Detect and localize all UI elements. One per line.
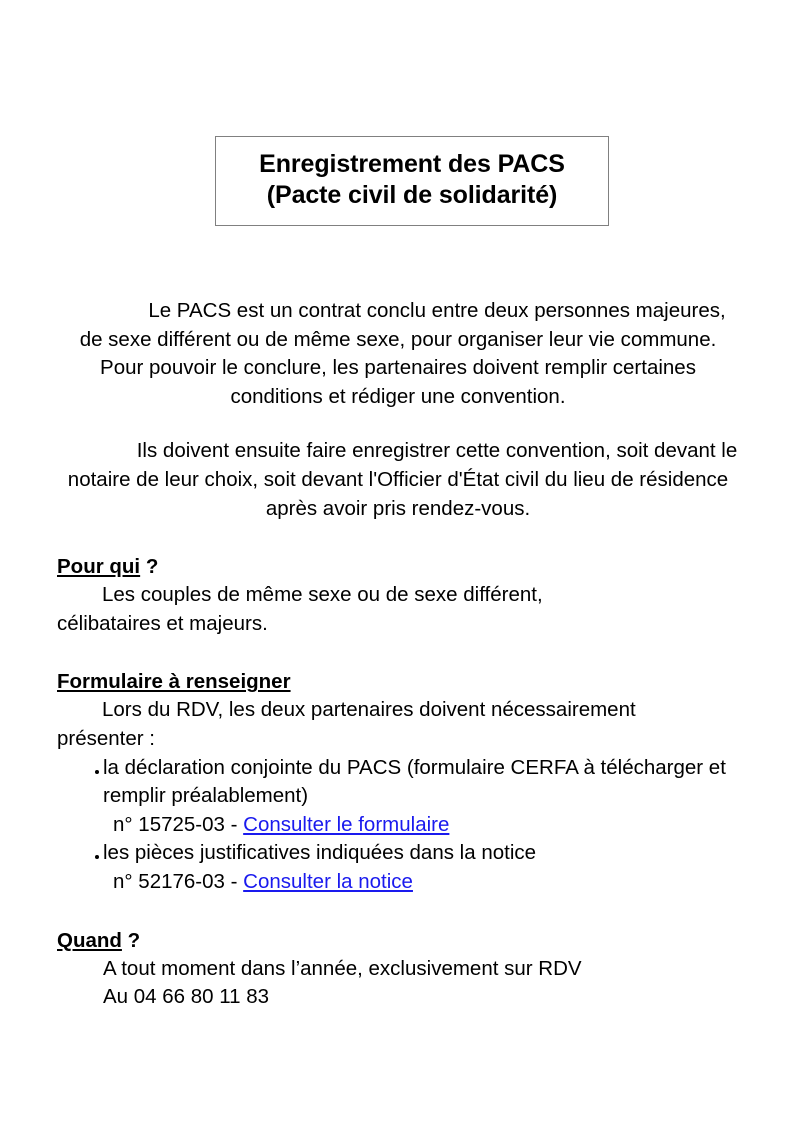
bullet-1-reference-line	[103, 811, 739, 840]
link-consulter-le-formulaire[interactable]: Consulter le formulaire	[243, 812, 450, 836]
link-consulter-la-notice[interactable]: Consulter la notice	[243, 869, 413, 893]
section-heading-formulaire-underlined: Formulaire à renseigner	[57, 670, 291, 694]
formulaire-bullet-list	[57, 754, 739, 897]
formulaire-line-2: présenter :	[57, 726, 155, 750]
formulaire-line-1	[57, 696, 739, 725]
section-pour-qui	[57, 553, 739, 638]
list-item	[57, 754, 739, 840]
section-formulaire	[57, 668, 739, 896]
section-heading-pour-qui-suffix: ?	[140, 555, 159, 579]
pour-qui-line-1-text: Les couples de même sexe ou de sexe différent,	[102, 583, 543, 607]
section-heading-quand-underlined: Quand	[57, 928, 122, 952]
bullet-2-text: les pièces justificatives indiquées dans la notice	[103, 841, 537, 865]
formulaire-line-1-text: Lors du RDV, les deux partenaires doivent nécessairement	[102, 698, 636, 722]
bullet-2-reference: n° 52176-03 -	[113, 869, 244, 893]
bullet-1-reference: n° 15725-03 -	[113, 812, 244, 836]
section-heading-pour-qui	[57, 553, 739, 580]
pour-qui-line-1	[57, 581, 739, 610]
title-line-2: (Pacte civil de solidarité)	[266, 181, 558, 209]
section-heading-quand-suffix: ?	[121, 928, 141, 952]
quand-line-1: A tout moment dans l’année, exclusivement sur RDV	[103, 956, 582, 980]
document-body	[57, 297, 739, 1012]
bullet-1-text: la déclaration conjointe du PACS (formulaire CERFA à télécharger et remplir préalablement)	[103, 755, 726, 808]
section-heading-quand	[57, 927, 739, 954]
intro-paragraph-1	[57, 297, 739, 411]
intro-paragraph-2-text: Ils doivent ensuite faire enregistrer cette convention, soit devant le notaire de leur choix, soit devant l'Officier d'État civil du lieu de résidence après avoir pris rendez-vous.	[67, 439, 738, 520]
list-item	[57, 839, 739, 896]
document-title-box	[215, 136, 609, 226]
quand-phone-line: Au 04 66 80 11 83	[103, 985, 270, 1009]
title-line-1: Enregistrement des PACS	[259, 150, 565, 178]
pour-qui-line-2: célibataires et majeurs.	[57, 611, 268, 635]
section-quand	[57, 927, 739, 1012]
intro-paragraph-2	[57, 437, 739, 523]
section-heading-pour-qui-underlined: Pour qui	[57, 555, 141, 579]
intro-paragraph-1-text: Le PACS est un contrat conclu entre deux personnes majeures, de sexe différent ou de même sexe, pour organiser leur vie commune. Pour pouvoir le conclure, les partenaires doivent remplir certaines conditions et rédiger une convention.	[79, 299, 726, 408]
bullet-2-reference-line	[103, 868, 739, 897]
section-heading-formulaire	[57, 668, 739, 695]
